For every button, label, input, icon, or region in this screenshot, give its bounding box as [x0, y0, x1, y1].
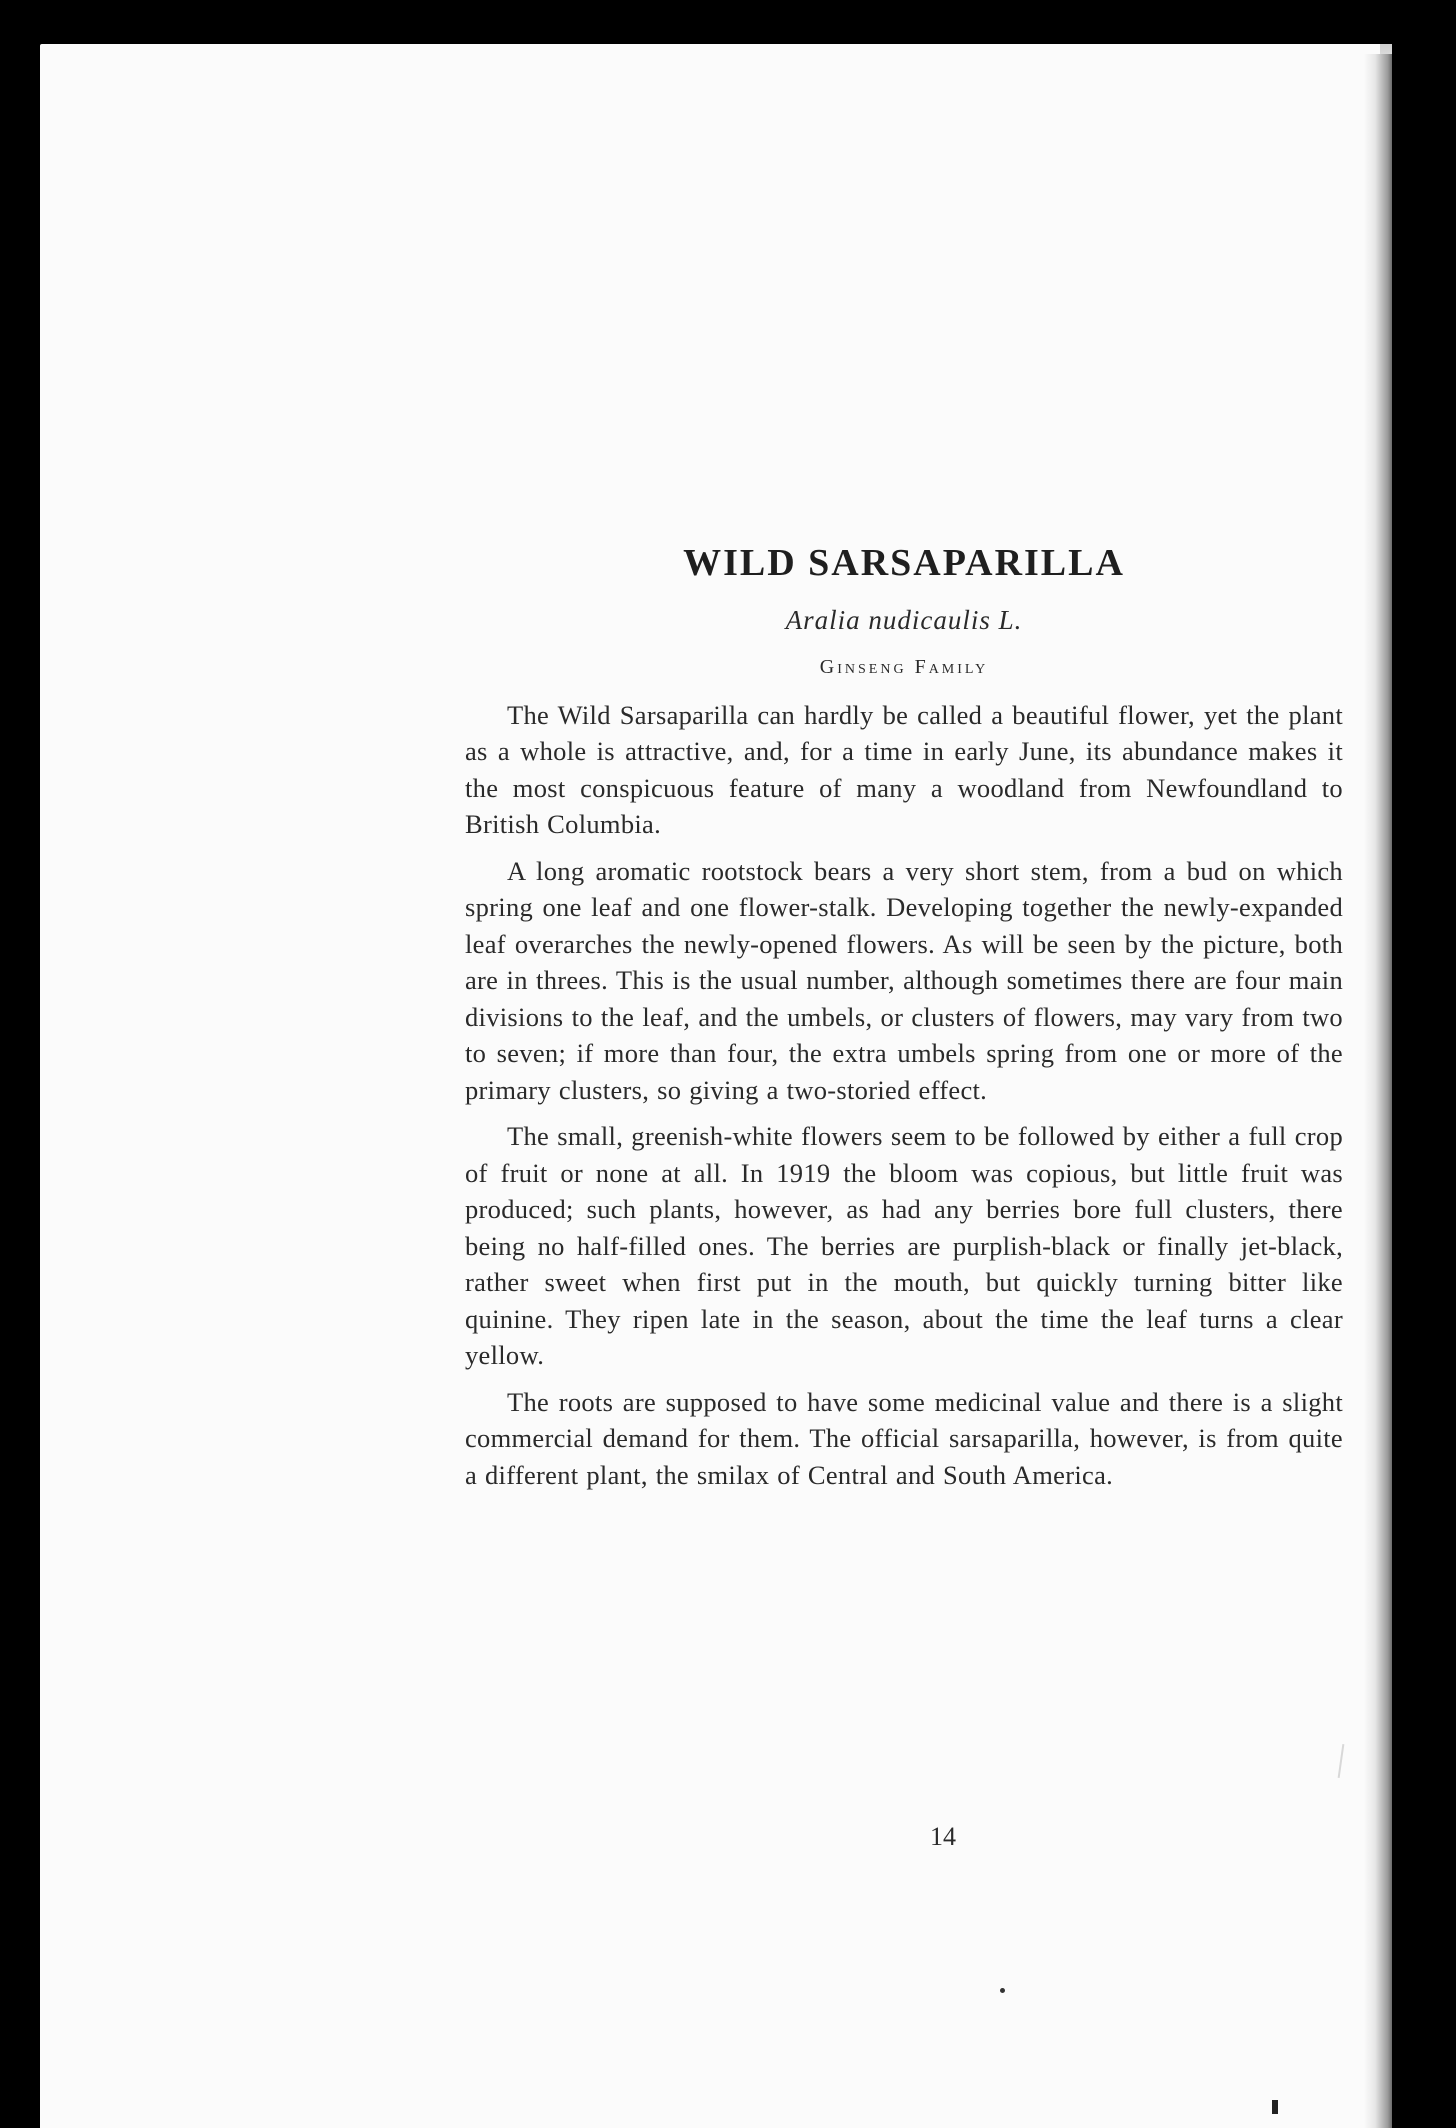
plant-family: Ginseng Family: [819, 655, 989, 678]
paragraph-3: The small, greenish-white flowers seem to be followed by either a full crop of fruit or none at all. In 1919 the bloom was copious, but little fruit was produced; such plants, however, as had any berries bore full clusters, there being no half-filled ones. The berries are purplish-black or finally jet-black, rather sweet when first put in the mouth, but quickly turning bitter like quinine. They ripen late in the season, about the time the leaf turns a clear yellow.: [465, 1121, 1343, 1371]
book-page: [40, 44, 1392, 2128]
page-edge-shadow: [1364, 54, 1392, 2128]
corner-mark: [1272, 2100, 1278, 2114]
paragraph-1: The Wild Sarsaparilla can hardly be called a beautiful flower, yet the plant as a whole is attractive, and, for a time in early June, its abundance makes it the most conspicuous feature of many a woodland from Newfoundland to British Columbia.: [465, 699, 1343, 840]
page-title: WILD SARSAPARILLA: [683, 542, 1125, 584]
paragraph-2: A long aromatic rootstock bears a very short stem, from a bud on which spring one leaf and one flower-stalk. Developing together the newly-expanded leaf overarches the newly-opened flowers. As will be seen by the picture, both are in threes. This is the usual number, although sometimes there are four main divisions to the leaf, and the umbels, or clusters of flowers, may vary from two to seven; if more than four, the extra umbels spring from one or more of the primary clusters, so giving a two-storied effect.: [465, 855, 1343, 1105]
scan-speck: [1000, 1988, 1005, 1993]
paragraph-4: The roots are supposed to have some medicinal value and there is a slight commercial demand for them. The official sarsaparilla, however, is from quite a different plant, the smilax of Central and South America.: [465, 1386, 1343, 1490]
page-number: 14: [930, 1822, 956, 1851]
margin-mark: [1338, 1744, 1345, 1778]
page-content: [465, 499, 1343, 1493]
latin-name: Aralia nudicaulis L.: [785, 604, 1023, 635]
